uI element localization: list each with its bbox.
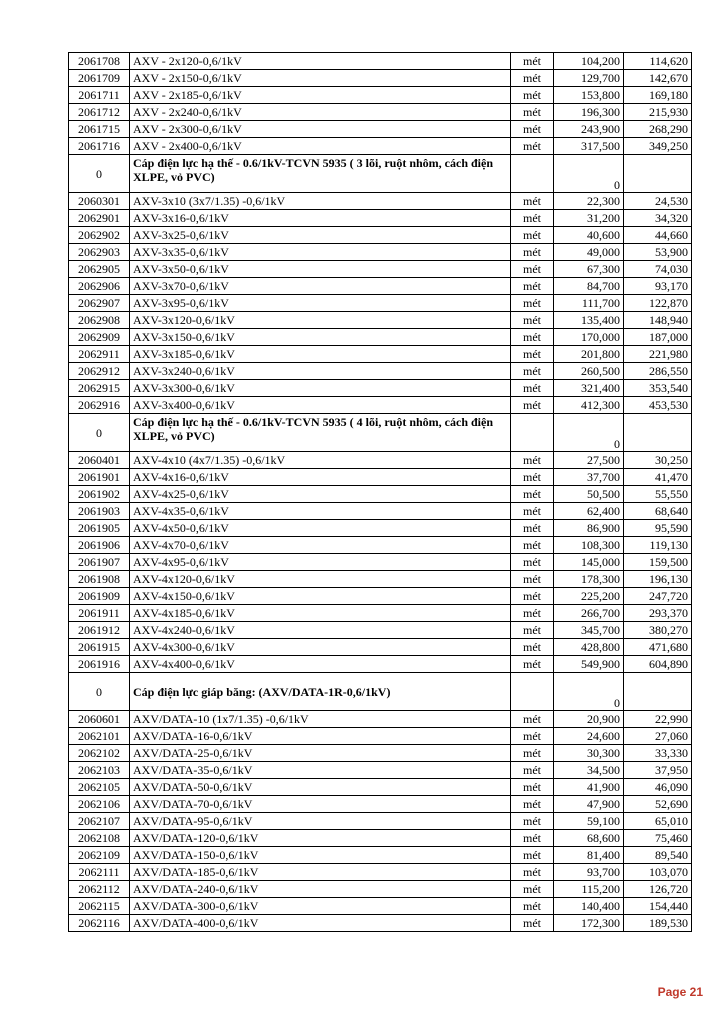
price-after-vat-cell: 30,250 bbox=[624, 452, 692, 469]
unit-cell: mét bbox=[511, 380, 554, 397]
unit-cell: mét bbox=[511, 605, 554, 622]
table-row bbox=[69, 469, 692, 486]
table-row bbox=[69, 138, 692, 155]
price-after-vat-cell: 44,660 bbox=[624, 227, 692, 244]
product-code-cell: 2062909 bbox=[69, 329, 130, 346]
price-before-vat-cell: 260,500 bbox=[554, 363, 624, 380]
product-code-cell: 2061916 bbox=[69, 656, 130, 673]
product-code-cell: 2061915 bbox=[69, 639, 130, 656]
price-after-vat-cell bbox=[624, 673, 692, 711]
price-before-vat-cell: 41,900 bbox=[554, 779, 624, 796]
price-before-vat-cell: 104,200 bbox=[554, 53, 624, 70]
product-name-cell: AXV/DATA-400-0,6/1kV bbox=[130, 915, 511, 932]
price-before-vat-cell: 321,400 bbox=[554, 380, 624, 397]
price-after-vat-cell: 65,010 bbox=[624, 813, 692, 830]
table-row bbox=[69, 312, 692, 329]
product-code-cell: 2061711 bbox=[69, 87, 130, 104]
unit-cell: mét bbox=[511, 656, 554, 673]
price-before-vat-cell: 115,200 bbox=[554, 881, 624, 898]
product-name-cell: AXV-4x240-0,6/1kV bbox=[130, 622, 511, 639]
price-before-vat-cell: 24,600 bbox=[554, 728, 624, 745]
table-row bbox=[69, 745, 692, 762]
price-after-vat-cell: 247,720 bbox=[624, 588, 692, 605]
table-row bbox=[69, 380, 692, 397]
unit-cell: mét bbox=[511, 571, 554, 588]
price-before-vat-cell: 317,500 bbox=[554, 138, 624, 155]
price-after-vat-cell: 119,130 bbox=[624, 537, 692, 554]
unit-cell: mét bbox=[511, 312, 554, 329]
price-after-vat-cell: 148,940 bbox=[624, 312, 692, 329]
section-header-row bbox=[69, 673, 692, 711]
unit-cell: mét bbox=[511, 762, 554, 779]
price-before-vat-cell: 30,300 bbox=[554, 745, 624, 762]
unit-cell: mét bbox=[511, 745, 554, 762]
price-after-vat-cell: 154,440 bbox=[624, 898, 692, 915]
product-code-cell: 2062911 bbox=[69, 346, 130, 363]
product-code-cell: 2062916 bbox=[69, 397, 130, 414]
price-after-vat-cell: 189,530 bbox=[624, 915, 692, 932]
product-name-cell: AXV/DATA-240-0,6/1kV bbox=[130, 881, 511, 898]
price-after-vat-cell: 126,720 bbox=[624, 881, 692, 898]
unit-cell: mét bbox=[511, 537, 554, 554]
table-row bbox=[69, 864, 692, 881]
unit-cell: mét bbox=[511, 779, 554, 796]
price-after-vat-cell: 268,290 bbox=[624, 121, 692, 138]
unit-cell: mét bbox=[511, 796, 554, 813]
price-before-vat-cell: 31,200 bbox=[554, 210, 624, 227]
price-after-vat-cell: 34,320 bbox=[624, 210, 692, 227]
product-name-cell: AXV - 2x185-0,6/1kV bbox=[130, 87, 511, 104]
product-code-cell: 2062908 bbox=[69, 312, 130, 329]
price-after-vat-cell: 33,330 bbox=[624, 745, 692, 762]
table-row bbox=[69, 762, 692, 779]
price-after-vat-cell: 286,550 bbox=[624, 363, 692, 380]
price-before-vat-cell: 345,700 bbox=[554, 622, 624, 639]
product-name-cell: AXV-4x25-0,6/1kV bbox=[130, 486, 511, 503]
price-before-vat-cell: 108,300 bbox=[554, 537, 624, 554]
price-after-vat-cell: 353,540 bbox=[624, 380, 692, 397]
product-code-cell: 2062111 bbox=[69, 864, 130, 881]
product-name-cell: AXV/DATA-25-0,6/1kV bbox=[130, 745, 511, 762]
price-before-vat-cell: 40,600 bbox=[554, 227, 624, 244]
product-name-cell: AXV/DATA-10 (1x7/1.35) -0,6/1kV bbox=[130, 711, 511, 728]
price-before-vat-cell: 0 bbox=[554, 673, 624, 711]
unit-cell: mét bbox=[511, 711, 554, 728]
price-before-vat-cell: 135,400 bbox=[554, 312, 624, 329]
product-name-cell: AXV-3x400-0,6/1kV bbox=[130, 397, 511, 414]
product-code-cell: 2061909 bbox=[69, 588, 130, 605]
price-after-vat-cell: 37,950 bbox=[624, 762, 692, 779]
product-code-cell: 2062112 bbox=[69, 881, 130, 898]
product-code-cell: 2062907 bbox=[69, 295, 130, 312]
price-before-vat-cell: 170,000 bbox=[554, 329, 624, 346]
product-code-cell: 2062115 bbox=[69, 898, 130, 915]
product-code-cell: 2061708 bbox=[69, 53, 130, 70]
price-before-vat-cell: 428,800 bbox=[554, 639, 624, 656]
price-before-vat-cell: 196,300 bbox=[554, 104, 624, 121]
table-row bbox=[69, 728, 692, 745]
product-name-cell: AXV-4x16-0,6/1kV bbox=[130, 469, 511, 486]
price-before-vat-cell: 81,400 bbox=[554, 847, 624, 864]
price-before-vat-cell: 111,700 bbox=[554, 295, 624, 312]
table-row bbox=[69, 295, 692, 312]
price-before-vat-cell: 201,800 bbox=[554, 346, 624, 363]
table-row bbox=[69, 452, 692, 469]
product-name-cell: AXV-3x25-0,6/1kV bbox=[130, 227, 511, 244]
table-row bbox=[69, 796, 692, 813]
product-name-cell: AXV-4x150-0,6/1kV bbox=[130, 588, 511, 605]
product-name-cell: AXV/DATA-70-0,6/1kV bbox=[130, 796, 511, 813]
price-after-vat-cell: 24,530 bbox=[624, 193, 692, 210]
product-name-cell: AXV-4x35-0,6/1kV bbox=[130, 503, 511, 520]
table-row bbox=[69, 588, 692, 605]
product-name-cell: AXV-4x185-0,6/1kV bbox=[130, 605, 511, 622]
price-after-vat-cell bbox=[624, 155, 692, 193]
product-name-cell: AXV/DATA-185-0,6/1kV bbox=[130, 864, 511, 881]
product-code-cell: 2061709 bbox=[69, 70, 130, 87]
price-before-vat-cell: 62,400 bbox=[554, 503, 624, 520]
price-after-vat-cell: 293,370 bbox=[624, 605, 692, 622]
product-name-cell: AXV-3x185-0,6/1kV bbox=[130, 346, 511, 363]
product-code-cell: 2061716 bbox=[69, 138, 130, 155]
table-row bbox=[69, 486, 692, 503]
unit-cell: mét bbox=[511, 244, 554, 261]
price-after-vat-cell: 41,470 bbox=[624, 469, 692, 486]
product-code-cell: 2062105 bbox=[69, 779, 130, 796]
product-code-cell: 2061907 bbox=[69, 554, 130, 571]
product-name-cell: AXV-4x300-0,6/1kV bbox=[130, 639, 511, 656]
unit-cell: mét bbox=[511, 864, 554, 881]
unit-cell: mét bbox=[511, 452, 554, 469]
product-code-cell: 2061908 bbox=[69, 571, 130, 588]
price-before-vat-cell: 178,300 bbox=[554, 571, 624, 588]
unit-cell: mét bbox=[511, 104, 554, 121]
unit-cell: mét bbox=[511, 70, 554, 87]
table-row bbox=[69, 193, 692, 210]
product-code-cell: 2061911 bbox=[69, 605, 130, 622]
unit-cell: mét bbox=[511, 898, 554, 915]
product-code-cell: 2062915 bbox=[69, 380, 130, 397]
product-name-cell: AXV/DATA-300-0,6/1kV bbox=[130, 898, 511, 915]
price-after-vat-cell: 74,030 bbox=[624, 261, 692, 278]
price-before-vat-cell: 0 bbox=[554, 414, 624, 452]
price-after-vat-cell: 187,000 bbox=[624, 329, 692, 346]
table-row bbox=[69, 779, 692, 796]
unit-cell: mét bbox=[511, 278, 554, 295]
price-before-vat-cell: 0 bbox=[554, 155, 624, 193]
section-header-row bbox=[69, 414, 692, 452]
product-code-cell: 2061715 bbox=[69, 121, 130, 138]
product-code-cell: 2062116 bbox=[69, 915, 130, 932]
price-before-vat-cell: 34,500 bbox=[554, 762, 624, 779]
product-name-cell: AXV-4x400-0,6/1kV bbox=[130, 656, 511, 673]
price-before-vat-cell: 68,600 bbox=[554, 830, 624, 847]
product-code-cell: 2062106 bbox=[69, 796, 130, 813]
unit-cell: mét bbox=[511, 622, 554, 639]
product-name-cell: AXV/DATA-35-0,6/1kV bbox=[130, 762, 511, 779]
unit-cell: mét bbox=[511, 588, 554, 605]
product-name-cell: AXV - 2x240-0,6/1kV bbox=[130, 104, 511, 121]
section-header-row bbox=[69, 155, 692, 193]
table-row bbox=[69, 881, 692, 898]
product-name-cell: AXV/DATA-16-0,6/1kV bbox=[130, 728, 511, 745]
table-row bbox=[69, 639, 692, 656]
price-before-vat-cell: 20,900 bbox=[554, 711, 624, 728]
unit-cell: mét bbox=[511, 915, 554, 932]
table-row bbox=[69, 605, 692, 622]
unit-cell: mét bbox=[511, 728, 554, 745]
price-after-vat-cell: 52,690 bbox=[624, 796, 692, 813]
product-code-cell: 2061901 bbox=[69, 469, 130, 486]
product-code-cell: 0 bbox=[69, 673, 130, 711]
table-row bbox=[69, 571, 692, 588]
table-row bbox=[69, 346, 692, 363]
price-before-vat-cell: 84,700 bbox=[554, 278, 624, 295]
product-code-cell: 2061906 bbox=[69, 537, 130, 554]
price-after-vat-cell: 142,670 bbox=[624, 70, 692, 87]
product-name-cell: AXV-4x10 (4x7/1.35) -0,6/1kV bbox=[130, 452, 511, 469]
product-code-cell: 2062109 bbox=[69, 847, 130, 864]
table-row bbox=[69, 622, 692, 639]
unit-cell: mét bbox=[511, 53, 554, 70]
price-before-vat-cell: 153,800 bbox=[554, 87, 624, 104]
price-after-vat-cell: 380,270 bbox=[624, 622, 692, 639]
unit-cell: mét bbox=[511, 520, 554, 537]
product-code-cell: 2062906 bbox=[69, 278, 130, 295]
unit-cell: mét bbox=[511, 87, 554, 104]
price-before-vat-cell: 140,400 bbox=[554, 898, 624, 915]
price-before-vat-cell: 47,900 bbox=[554, 796, 624, 813]
unit-cell: mét bbox=[511, 847, 554, 864]
product-code-cell: 2062108 bbox=[69, 830, 130, 847]
price-before-vat-cell: 412,300 bbox=[554, 397, 624, 414]
product-name-cell: AXV-3x150-0,6/1kV bbox=[130, 329, 511, 346]
product-name-cell: AXV/DATA-50-0,6/1kV bbox=[130, 779, 511, 796]
table-row bbox=[69, 397, 692, 414]
product-code-cell: 2062101 bbox=[69, 728, 130, 745]
table-row bbox=[69, 363, 692, 380]
unit-cell: mét bbox=[511, 121, 554, 138]
table-row bbox=[69, 898, 692, 915]
product-code-cell: 2061902 bbox=[69, 486, 130, 503]
product-name-cell: AXV/DATA-150-0,6/1kV bbox=[130, 847, 511, 864]
price-after-vat-cell: 53,900 bbox=[624, 244, 692, 261]
product-code-cell: 2060401 bbox=[69, 452, 130, 469]
price-after-vat-cell: 95,590 bbox=[624, 520, 692, 537]
price-after-vat-cell: 169,180 bbox=[624, 87, 692, 104]
price-table bbox=[68, 52, 692, 932]
unit-cell bbox=[511, 673, 554, 711]
product-code-cell: 0 bbox=[69, 155, 130, 193]
product-code-cell: 2062901 bbox=[69, 210, 130, 227]
product-name-cell: AXV-3x120-0,6/1kV bbox=[130, 312, 511, 329]
product-code-cell: 0 bbox=[69, 414, 130, 452]
product-code-cell: 2061712 bbox=[69, 104, 130, 121]
table-row bbox=[69, 53, 692, 70]
product-name-cell: AXV - 2x150-0,6/1kV bbox=[130, 70, 511, 87]
price-before-vat-cell: 549,900 bbox=[554, 656, 624, 673]
section-title-cell: Cáp điện lực giáp băng: (AXV/DATA-1R-0,6/1kV) bbox=[130, 673, 511, 711]
price-before-vat-cell: 266,700 bbox=[554, 605, 624, 622]
price-before-vat-cell: 27,500 bbox=[554, 452, 624, 469]
price-before-vat-cell: 225,200 bbox=[554, 588, 624, 605]
product-name-cell: AXV-4x95-0,6/1kV bbox=[130, 554, 511, 571]
unit-cell: mét bbox=[511, 503, 554, 520]
product-name-cell: AXV/DATA-95-0,6/1kV bbox=[130, 813, 511, 830]
product-code-cell: 2062912 bbox=[69, 363, 130, 380]
unit-cell: mét bbox=[511, 639, 554, 656]
price-after-vat-cell: 27,060 bbox=[624, 728, 692, 745]
product-code-cell: 2062102 bbox=[69, 745, 130, 762]
price-after-vat-cell bbox=[624, 414, 692, 452]
table-row bbox=[69, 554, 692, 571]
table-row bbox=[69, 813, 692, 830]
table-row bbox=[69, 537, 692, 554]
price-before-vat-cell: 86,900 bbox=[554, 520, 624, 537]
product-name-cell: AXV/DATA-120-0,6/1kV bbox=[130, 830, 511, 847]
table-row bbox=[69, 329, 692, 346]
product-name-cell: AXV - 2x300-0,6/1kV bbox=[130, 121, 511, 138]
unit-cell: mét bbox=[511, 295, 554, 312]
table-row bbox=[69, 830, 692, 847]
table-row bbox=[69, 70, 692, 87]
table-row bbox=[69, 503, 692, 520]
product-code-cell: 2062905 bbox=[69, 261, 130, 278]
table-row bbox=[69, 711, 692, 728]
unit-cell: mét bbox=[511, 329, 554, 346]
product-name-cell: AXV-3x10 (3x7/1.35) -0,6/1kV bbox=[130, 193, 511, 210]
product-code-cell: 2062107 bbox=[69, 813, 130, 830]
unit-cell bbox=[511, 414, 554, 452]
price-after-vat-cell: 604,890 bbox=[624, 656, 692, 673]
unit-cell: mét bbox=[511, 227, 554, 244]
price-before-vat-cell: 145,000 bbox=[554, 554, 624, 571]
product-name-cell: AXV-3x95-0,6/1kV bbox=[130, 295, 511, 312]
table-row bbox=[69, 104, 692, 121]
price-before-vat-cell: 93,700 bbox=[554, 864, 624, 881]
price-before-vat-cell: 172,300 bbox=[554, 915, 624, 932]
unit-cell: mét bbox=[511, 138, 554, 155]
price-before-vat-cell: 67,300 bbox=[554, 261, 624, 278]
product-name-cell: AXV-4x70-0,6/1kV bbox=[130, 537, 511, 554]
table-row bbox=[69, 121, 692, 138]
product-name-cell: AXV-3x35-0,6/1kV bbox=[130, 244, 511, 261]
price-after-vat-cell: 196,130 bbox=[624, 571, 692, 588]
table-row bbox=[69, 915, 692, 932]
product-name-cell: AXV-3x16-0,6/1kV bbox=[130, 210, 511, 227]
product-code-cell: 2062103 bbox=[69, 762, 130, 779]
price-after-vat-cell: 89,540 bbox=[624, 847, 692, 864]
product-code-cell: 2062902 bbox=[69, 227, 130, 244]
product-code-cell: 2060601 bbox=[69, 711, 130, 728]
product-name-cell: AXV-3x300-0,6/1kV bbox=[130, 380, 511, 397]
price-after-vat-cell: 22,990 bbox=[624, 711, 692, 728]
table-row bbox=[69, 278, 692, 295]
unit-cell: mét bbox=[511, 363, 554, 380]
product-name-cell: AXV - 2x120-0,6/1kV bbox=[130, 53, 511, 70]
unit-cell: mét bbox=[511, 261, 554, 278]
product-name-cell: AXV - 2x400-0,6/1kV bbox=[130, 138, 511, 155]
product-code-cell: 2061903 bbox=[69, 503, 130, 520]
unit-cell: mét bbox=[511, 881, 554, 898]
product-code-cell: 2060301 bbox=[69, 193, 130, 210]
product-name-cell: AXV-4x120-0,6/1kV bbox=[130, 571, 511, 588]
table-row bbox=[69, 87, 692, 104]
page-number: Page 21 bbox=[657, 985, 703, 999]
price-before-vat-cell: 129,700 bbox=[554, 70, 624, 87]
unit-cell: mét bbox=[511, 193, 554, 210]
price-after-vat-cell: 215,930 bbox=[624, 104, 692, 121]
price-before-vat-cell: 49,000 bbox=[554, 244, 624, 261]
price-after-vat-cell: 453,530 bbox=[624, 397, 692, 414]
product-code-cell: 2062903 bbox=[69, 244, 130, 261]
product-name-cell: AXV-3x70-0,6/1kV bbox=[130, 278, 511, 295]
product-name-cell: AXV-4x50-0,6/1kV bbox=[130, 520, 511, 537]
unit-cell: mét bbox=[511, 210, 554, 227]
price-after-vat-cell: 55,550 bbox=[624, 486, 692, 503]
unit-cell: mét bbox=[511, 554, 554, 571]
price-after-vat-cell: 75,460 bbox=[624, 830, 692, 847]
table-row bbox=[69, 520, 692, 537]
table-row bbox=[69, 261, 692, 278]
unit-cell: mét bbox=[511, 813, 554, 830]
price-after-vat-cell: 46,090 bbox=[624, 779, 692, 796]
table-row bbox=[69, 227, 692, 244]
price-table-body bbox=[69, 53, 692, 932]
unit-cell: mét bbox=[511, 830, 554, 847]
unit-cell: mét bbox=[511, 397, 554, 414]
unit-cell: mét bbox=[511, 486, 554, 503]
price-after-vat-cell: 93,170 bbox=[624, 278, 692, 295]
price-before-vat-cell: 50,500 bbox=[554, 486, 624, 503]
product-code-cell: 2061905 bbox=[69, 520, 130, 537]
section-title-cell: Cáp điện lực hạ thế - 0.6/1kV-TCVN 5935 ( 3 lõi, ruột nhôm, cách điện XLPE, vỏ PVC) bbox=[130, 155, 511, 193]
price-after-vat-cell: 114,620 bbox=[624, 53, 692, 70]
section-title-cell: Cáp điện lực hạ thế - 0.6/1kV-TCVN 5935 ( 4 lõi, ruột nhôm, cách điện XLPE, vỏ PVC) bbox=[130, 414, 511, 452]
price-after-vat-cell: 159,500 bbox=[624, 554, 692, 571]
unit-cell: mét bbox=[511, 469, 554, 486]
price-after-vat-cell: 221,980 bbox=[624, 346, 692, 363]
product-code-cell: 2061912 bbox=[69, 622, 130, 639]
price-before-vat-cell: 59,100 bbox=[554, 813, 624, 830]
table-row bbox=[69, 244, 692, 261]
price-before-vat-cell: 22,300 bbox=[554, 193, 624, 210]
unit-cell bbox=[511, 155, 554, 193]
product-name-cell: AXV-3x50-0,6/1kV bbox=[130, 261, 511, 278]
price-before-vat-cell: 37,700 bbox=[554, 469, 624, 486]
price-after-vat-cell: 103,070 bbox=[624, 864, 692, 881]
table-row bbox=[69, 847, 692, 864]
price-before-vat-cell: 243,900 bbox=[554, 121, 624, 138]
product-name-cell: AXV-3x240-0,6/1kV bbox=[130, 363, 511, 380]
price-after-vat-cell: 68,640 bbox=[624, 503, 692, 520]
unit-cell: mét bbox=[511, 346, 554, 363]
table-row bbox=[69, 656, 692, 673]
price-after-vat-cell: 349,250 bbox=[624, 138, 692, 155]
price-after-vat-cell: 471,680 bbox=[624, 639, 692, 656]
table-row bbox=[69, 210, 692, 227]
price-after-vat-cell: 122,870 bbox=[624, 295, 692, 312]
